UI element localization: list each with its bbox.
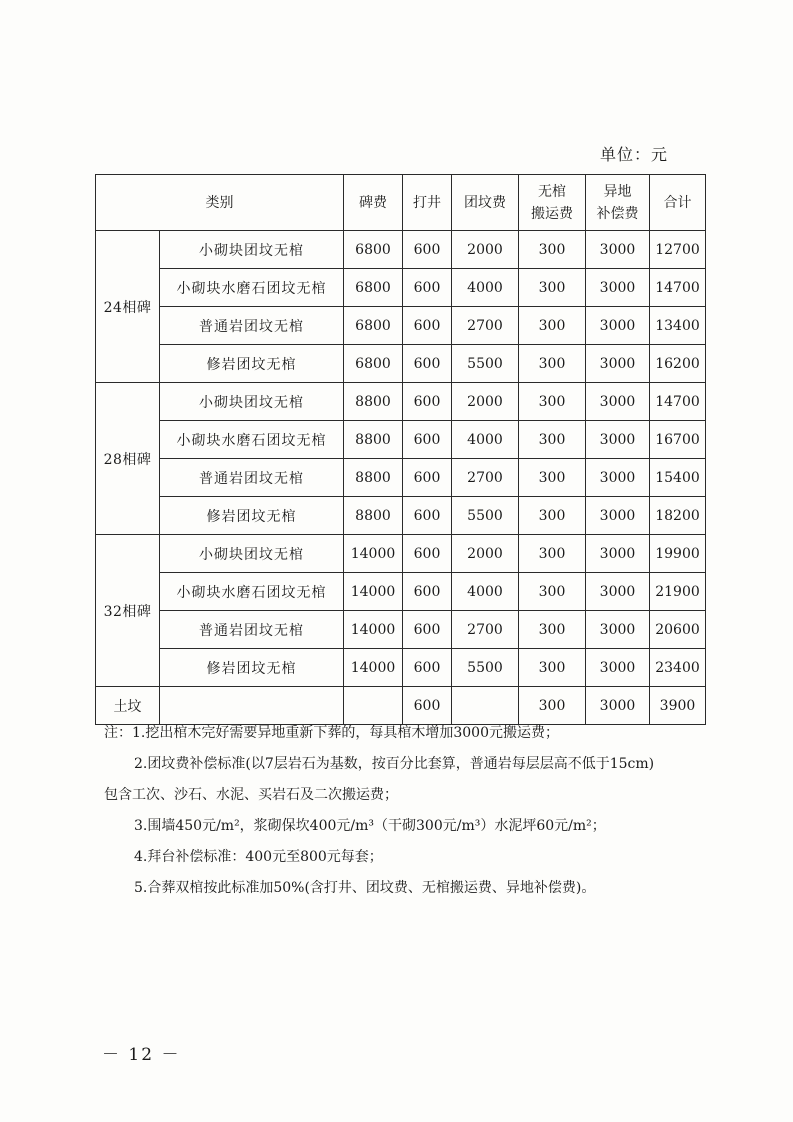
- header-transport-text: 无棺 搬运费: [531, 183, 573, 222]
- row-name: 小砌块水磨石团坟无棺: [160, 269, 344, 307]
- header-stele: 碑费: [344, 175, 403, 231]
- cell-relocation: 3000: [586, 231, 650, 269]
- cell-transport: 300: [519, 421, 586, 459]
- cell-transport: 300: [519, 307, 586, 345]
- cell-stele: 14000: [344, 573, 403, 611]
- header-relocation: [586, 175, 650, 231]
- table-row: [96, 421, 706, 459]
- row-name: 小砌块水磨石团坟无棺: [160, 421, 344, 459]
- cell-well: 600: [403, 535, 452, 573]
- cell-well: 600: [403, 611, 452, 649]
- cell-total: 20600: [650, 611, 706, 649]
- cell-relocation: 3000: [586, 421, 650, 459]
- cell-stele: 14000: [344, 535, 403, 573]
- earth-transport: 300: [519, 687, 586, 725]
- header-tomb: 团坟费: [452, 175, 519, 231]
- cell-relocation: 3000: [586, 459, 650, 497]
- cell-total: 16200: [650, 345, 706, 383]
- group-label: 32相碑: [96, 535, 160, 687]
- table-row: [96, 573, 706, 611]
- page-number: － 12 －: [102, 1045, 181, 1065]
- cell-well: 600: [403, 345, 452, 383]
- header-category: 类别: [96, 175, 344, 231]
- cell-relocation: 3000: [586, 383, 650, 421]
- cell-stele: 8800: [344, 459, 403, 497]
- earth-well: 600: [403, 687, 452, 725]
- cell-stele: 14000: [344, 611, 403, 649]
- cell-transport: 300: [519, 497, 586, 535]
- cell-relocation: 3000: [586, 573, 650, 611]
- group-label: 24相碑: [96, 231, 160, 383]
- cell-well: 600: [403, 497, 452, 535]
- cell-total: 14700: [650, 383, 706, 421]
- table-row: [96, 383, 706, 421]
- header-transport: [519, 175, 586, 231]
- cell-transport: 300: [519, 383, 586, 421]
- cell-tomb: 2700: [452, 459, 519, 497]
- fee-table-body: [96, 231, 706, 725]
- table-row: [96, 345, 706, 383]
- cell-transport: 300: [519, 345, 586, 383]
- row-name: 小砌块水磨石团坟无棺: [160, 573, 344, 611]
- cell-well: 600: [403, 269, 452, 307]
- cell-total: 15400: [650, 459, 706, 497]
- cell-stele: 14000: [344, 649, 403, 687]
- cell-transport: 300: [519, 231, 586, 269]
- cell-relocation: 3000: [586, 307, 650, 345]
- row-name: 修岩团坟无棺: [160, 497, 344, 535]
- cell-stele: 6800: [344, 307, 403, 345]
- cell-well: 600: [403, 459, 452, 497]
- row-name: 修岩团坟无棺: [160, 345, 344, 383]
- cell-relocation: 3000: [586, 345, 650, 383]
- row-name: 普通岩团坟无棺: [160, 459, 344, 497]
- row-name: 普通岩团坟无棺: [160, 611, 344, 649]
- cell-relocation: 3000: [586, 535, 650, 573]
- table-row: [96, 307, 706, 345]
- row-name: 小砌块团坟无棺: [160, 535, 344, 573]
- cell-well: 600: [403, 231, 452, 269]
- table-row: [96, 231, 706, 269]
- cell-tomb: 4000: [452, 421, 519, 459]
- row-name: 修岩团坟无棺: [160, 649, 344, 687]
- notes: [104, 718, 704, 904]
- table-row: [96, 459, 706, 497]
- cell-total: 18200: [650, 497, 706, 535]
- table-row: [96, 611, 706, 649]
- cell-well: 600: [403, 649, 452, 687]
- cell-well: 600: [403, 573, 452, 611]
- cell-transport: 300: [519, 535, 586, 573]
- cell-total: 13400: [650, 307, 706, 345]
- cell-tomb: 5500: [452, 497, 519, 535]
- cell-tomb: 5500: [452, 649, 519, 687]
- note-2: 2.团坟费补偿标准(以7层岩石为基数，按百分比套算，普通岩每层层高不低于15cm): [134, 756, 655, 772]
- unit-label: 单位：元: [600, 145, 669, 164]
- cell-stele: 6800: [344, 345, 403, 383]
- cell-tomb: 2000: [452, 535, 519, 573]
- note-3: 3.围墙450元/m²，浆砌保坎400元/m³（干砌300元/m³）水泥坪60元/m²；: [134, 818, 606, 834]
- table-row: [96, 649, 706, 687]
- table-row: [96, 269, 706, 307]
- table-row: [96, 535, 706, 573]
- cell-total: 16700: [650, 421, 706, 459]
- cell-well: 600: [403, 383, 452, 421]
- cell-total: 14700: [650, 269, 706, 307]
- cell-tomb: 2000: [452, 383, 519, 421]
- cell-transport: 300: [519, 611, 586, 649]
- note-4: 4.拜台补偿标准：400元至800元每套；: [134, 849, 383, 865]
- cell-tomb: 4000: [452, 573, 519, 611]
- cell-total: 19900: [650, 535, 706, 573]
- row-name: 普通岩团坟无棺: [160, 307, 344, 345]
- row-name: 小砌块团坟无棺: [160, 383, 344, 421]
- cell-relocation: 3000: [586, 611, 650, 649]
- header-relocation-text: 异地 补偿费: [596, 183, 639, 222]
- table-row: [96, 497, 706, 535]
- cell-relocation: 3000: [586, 497, 650, 535]
- note-1: 注：1.挖出棺木完好需要异地重新下葬的，每具棺木增加3000元搬运费；: [104, 725, 559, 741]
- cell-tomb: 2000: [452, 231, 519, 269]
- note-5: 5.合葬双棺按此标准加50%(含打井、团坟费、无棺搬运费、异地补偿费)。: [134, 880, 596, 896]
- group-label: 28相碑: [96, 383, 160, 535]
- earth-label: 土坟: [96, 687, 160, 725]
- cell-tomb: 4000: [452, 269, 519, 307]
- cell-transport: 300: [519, 269, 586, 307]
- cell-relocation: 3000: [586, 269, 650, 307]
- cell-total: 21900: [650, 573, 706, 611]
- cell-stele: 8800: [344, 421, 403, 459]
- fee-table: [95, 174, 706, 725]
- cell-well: 600: [403, 421, 452, 459]
- cell-tomb: 2700: [452, 307, 519, 345]
- cell-transport: 300: [519, 649, 586, 687]
- cell-transport: 300: [519, 573, 586, 611]
- earth-total: 3900: [650, 687, 706, 725]
- note-2-continued: 包含工次、沙石、水泥、买岩石及二次搬运费；: [104, 787, 398, 803]
- cell-stele: 6800: [344, 269, 403, 307]
- header-well: 打井: [403, 175, 452, 231]
- header-total: 合计: [650, 175, 706, 231]
- cell-total: 23400: [650, 649, 706, 687]
- cell-well: 600: [403, 307, 452, 345]
- row-name: 小砌块团坟无棺: [160, 231, 344, 269]
- earth-relocation: 3000: [586, 687, 650, 725]
- cell-total: 12700: [650, 231, 706, 269]
- cell-tomb: 5500: [452, 345, 519, 383]
- cell-tomb: 2700: [452, 611, 519, 649]
- cell-relocation: 3000: [586, 649, 650, 687]
- header-row: [96, 175, 706, 231]
- cell-stele: 8800: [344, 383, 403, 421]
- cell-stele: 8800: [344, 497, 403, 535]
- cell-stele: 6800: [344, 231, 403, 269]
- cell-transport: 300: [519, 459, 586, 497]
